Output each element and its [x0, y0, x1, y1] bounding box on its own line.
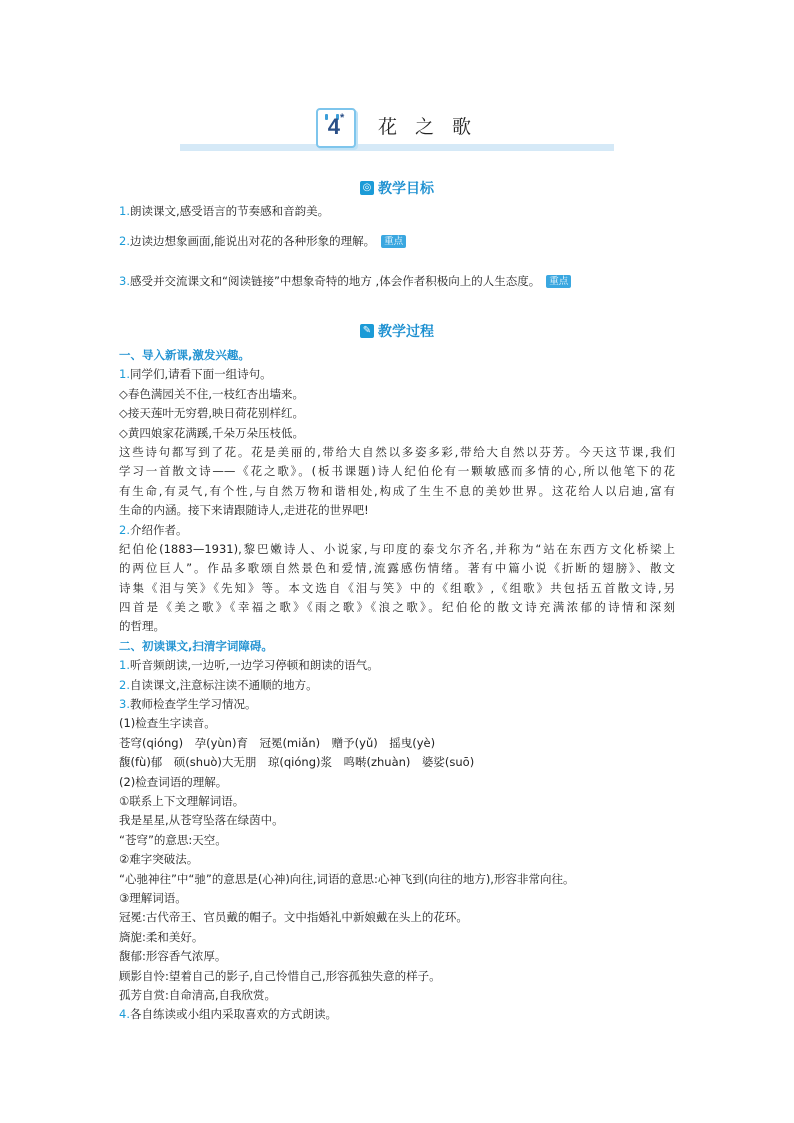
line-text: ◇春色满园关不住,一枝红杏出墙来。	[119, 386, 304, 401]
text-line	[119, 579, 675, 598]
line-text: 二、初读课文,扫清字词障碍。	[119, 638, 273, 653]
text-line	[119, 811, 675, 830]
line-text: 馥郁:形容香气浓厚。	[119, 949, 227, 964]
goal-text: 边读边想象画面,能说出对花的各种形象的理解。	[129, 234, 376, 248]
process-heading	[0, 318, 794, 338]
text-line	[119, 714, 675, 733]
line-text: 旖旎:柔和美好。	[119, 929, 204, 944]
line-text: 这些诗句都写到了花。花是美丽的,带给大自然以多姿多彩,带给大自然以芬芳。今天这节课,我们	[119, 444, 675, 459]
goal-number: 2.	[119, 234, 130, 248]
line-text: 同学们,请看下面一组诗句。	[129, 367, 272, 382]
text-line	[119, 928, 675, 947]
subsection-heading	[119, 637, 675, 656]
text-line	[119, 462, 675, 481]
line-text: 纪伯伦(1883—1931),黎巴嫩诗人、小说家,与印度的泰戈尔齐名,并称为“站在东西方文化桥梁上	[119, 541, 675, 556]
goal-item	[119, 203, 329, 219]
line-text: 苍穹(qióng) 孕(yùn)育 冠冕(miǎn) 赠予(yǔ) 摇曳(yè)	[119, 735, 436, 750]
line-text: 我是星星,从苍穹坠落在绿茵中。	[119, 813, 284, 828]
line-text: ③理解词语。	[119, 890, 187, 905]
step-number: 3.	[119, 697, 130, 712]
line-text: 教师检查学生学习情况。	[129, 697, 257, 712]
goal-text: 感受并交流课文和“阅读链接”中想象奇特的地方 ,体会作者积极向上的人生态度。	[129, 274, 541, 288]
line-text: ①联系上下文理解词语。	[119, 793, 245, 808]
text-line	[119, 908, 675, 927]
text-line	[119, 753, 675, 772]
line-text: 诗集《泪与笑》《先知》等。本文选自《泪与笑》中的《组歌》,《组歌》共包括五首散文诗,另	[119, 580, 675, 595]
page-title: 花之歌	[378, 116, 490, 138]
line-text: 顾影自怜:望着自己的影子,自己怜惜自己,形容孤独失意的样子。	[119, 968, 441, 983]
step-number: 2.	[119, 522, 130, 537]
goal-number: 3.	[119, 274, 130, 288]
line-text: ②难字突破法。	[119, 852, 199, 867]
text-line	[119, 734, 675, 753]
line-text: 孤芳自赏:自命清高,自我欣赏。	[119, 987, 277, 1002]
goal-text: 朗读课文,感受语言的节奏感和音韵美。	[129, 204, 330, 218]
line-text: 生命的内涵。接下来请跟随诗人,走进花的世界吧!	[119, 503, 369, 518]
text-line	[119, 986, 675, 1005]
key-point-tag: 重点	[381, 235, 406, 248]
text-line	[119, 1005, 675, 1024]
line-text: 四首是《美之歌》《幸福之歌》《雨之歌》《浪之歌》。纪伯伦的散文诗充满浓郁的诗情和深刻	[119, 600, 675, 615]
pen-icon: ✎	[360, 324, 374, 338]
goal-item	[119, 273, 571, 289]
text-line	[119, 385, 675, 404]
line-text: 的两位巨人”。作品多歌颂自然景色和爱情,流露感伤情绪。著有中篇小说《折断的翅膀》、散文	[119, 561, 675, 576]
text-line	[119, 850, 675, 869]
text-line	[119, 617, 675, 636]
text-line	[119, 695, 675, 714]
process-heading-label: 教学过程	[378, 324, 434, 340]
text-line	[119, 947, 675, 966]
line-text: ◇黄四娘家花满蹊,千朵万朵压枝低。	[119, 425, 304, 440]
line-text: 馥(fù)郁 硕(shuò)大无朋 琼(qióng)浆 鸣啭(zhuàn) 婆娑(suō)	[119, 755, 475, 770]
spiral-icon: ◎	[360, 181, 374, 195]
text-line	[119, 443, 675, 462]
text-line	[119, 889, 675, 908]
line-text: (2)检查词语的理解。	[119, 774, 228, 789]
text-line	[119, 404, 675, 423]
step-number: 1.	[119, 367, 130, 382]
text-line	[119, 482, 675, 501]
line-text: 各自练读或小组内采取喜欢的方式朗读。	[129, 1007, 337, 1022]
text-line	[119, 559, 675, 578]
text-line	[119, 676, 675, 695]
text-line	[119, 598, 675, 617]
line-text: 介绍作者。	[129, 522, 188, 537]
text-line	[119, 656, 675, 675]
lesson-number: 4*	[327, 112, 345, 139]
goal-item	[119, 233, 406, 249]
line-text: 有生命,有灵气,有个性,与自然万物和谐相处,构成了生生不息的美妙世界。这花给人以启迪,富有	[119, 483, 675, 498]
text-line	[119, 792, 675, 811]
title-underline-bar	[180, 144, 614, 151]
text-line	[119, 365, 675, 384]
text-line	[119, 501, 675, 520]
line-text: 自读课文,注意标注读不通顺的地方。	[129, 677, 318, 692]
line-text: 听音频朗读,一边听,一边学习停顿和朗读的语气。	[129, 658, 379, 673]
goals-heading-label: 教学目标	[378, 181, 434, 197]
step-number: 4.	[119, 1007, 130, 1022]
line-text: 冠冕:古代帝王、官员戴的帽子。文中指婚礼中新娘戴在头上的花环。	[119, 910, 468, 925]
line-text: 的哲理。	[119, 619, 165, 634]
goals-heading	[0, 175, 794, 195]
key-point-tag: 重点	[546, 275, 571, 288]
line-text: 一、导入新课,激发兴趣。	[119, 348, 250, 362]
text-line	[119, 870, 675, 889]
subsection-heading	[119, 346, 675, 365]
goal-number: 1.	[119, 204, 130, 218]
text-line	[119, 521, 675, 540]
calendar-badge-icon	[316, 108, 356, 148]
lesson-title-block	[180, 106, 614, 152]
text-line	[119, 540, 675, 559]
step-number: 2.	[119, 677, 130, 692]
line-text: “心驰神往”中“驰”的意思是(心神)向往,词语的意思:心神飞到(向往的地方),形容非常向往。	[119, 871, 575, 886]
text-line	[119, 773, 675, 792]
line-text: (1)检查生字读音。	[119, 716, 216, 731]
step-number: 1.	[119, 658, 130, 673]
text-line	[119, 967, 675, 986]
text-line	[119, 831, 675, 850]
line-text: ◇接天莲叶无穷碧,映日荷花别样红。	[119, 406, 304, 421]
line-text: “苍穹”的意思:天空。	[119, 832, 227, 847]
process-body	[119, 346, 675, 1025]
binder-rings-icon	[325, 105, 347, 111]
text-line	[119, 424, 675, 443]
line-text: 学习一首散文诗——《花之歌》。(板书课题)诗人纪伯伦有一颗敏感而多情的心,所以他笔下的花	[119, 464, 675, 479]
